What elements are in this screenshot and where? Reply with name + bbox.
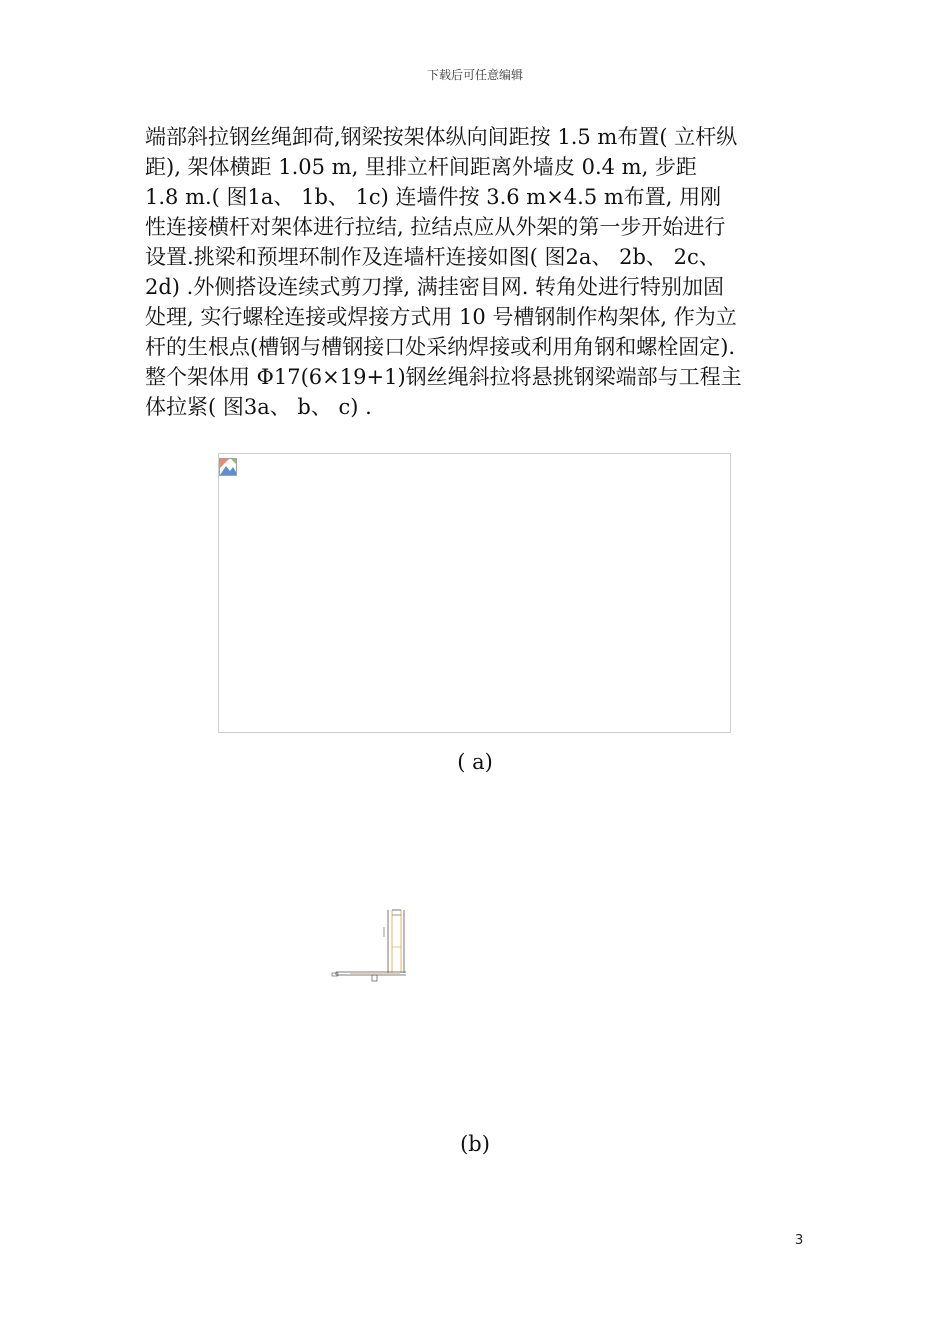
body-paragraph [145,122,810,422]
text-line: 设置.挑梁和预埋环制作及连墙杆连接如图( 图2a、 2b、 2c、 [145,245,720,269]
figure-a-image-placeholder [218,453,731,733]
text-line: 处理, 实行螺栓连接或焊接方式用 10 号槽钢制作构架体, 作为立 [145,305,737,329]
figure-b-caption: (b) [460,1132,490,1156]
text-line: 整个架体用 Φ17(6×19+1)钢丝绳斜拉将悬挑钢梁端部与工程主 [145,365,742,389]
figure-b-drawing [330,905,420,990]
page-header: 下载后可任意编辑 [426,68,523,82]
text-line: 2d) .外侧搭设连续式剪刀撑, 满挂密目网. 转角处进行特别加固 [145,275,725,299]
text-line: 性连接横杆对架体进行拉结, 拉结点应从外架的第一步开始进行 [145,215,726,239]
text-line: 杆的生根点(槽钢与槽钢接口处采纳焊接或利用角钢和螺栓固定). [145,335,736,359]
figure-a-caption: ( a) [457,750,493,774]
text-line: 1.8 m.( 图1a、 1b、 1c) 连墙件按 3.6 m×4.5 m布置, 用刚 [145,185,722,209]
page-number: 3 [795,1233,804,1248]
text-line: 端部斜拉钢丝绳卸荷,钢梁按架体纵向间距按 1.5 m布置( 立杆纵 [145,125,738,149]
text-line: 体拉紧( 图3a、 b、 c) . [145,395,372,419]
broken-image-icon [219,458,237,476]
text-line: 距), 架体横距 1.05 m, 里排立杆间距离外墙皮 0.4 m, 步距 [145,155,697,179]
